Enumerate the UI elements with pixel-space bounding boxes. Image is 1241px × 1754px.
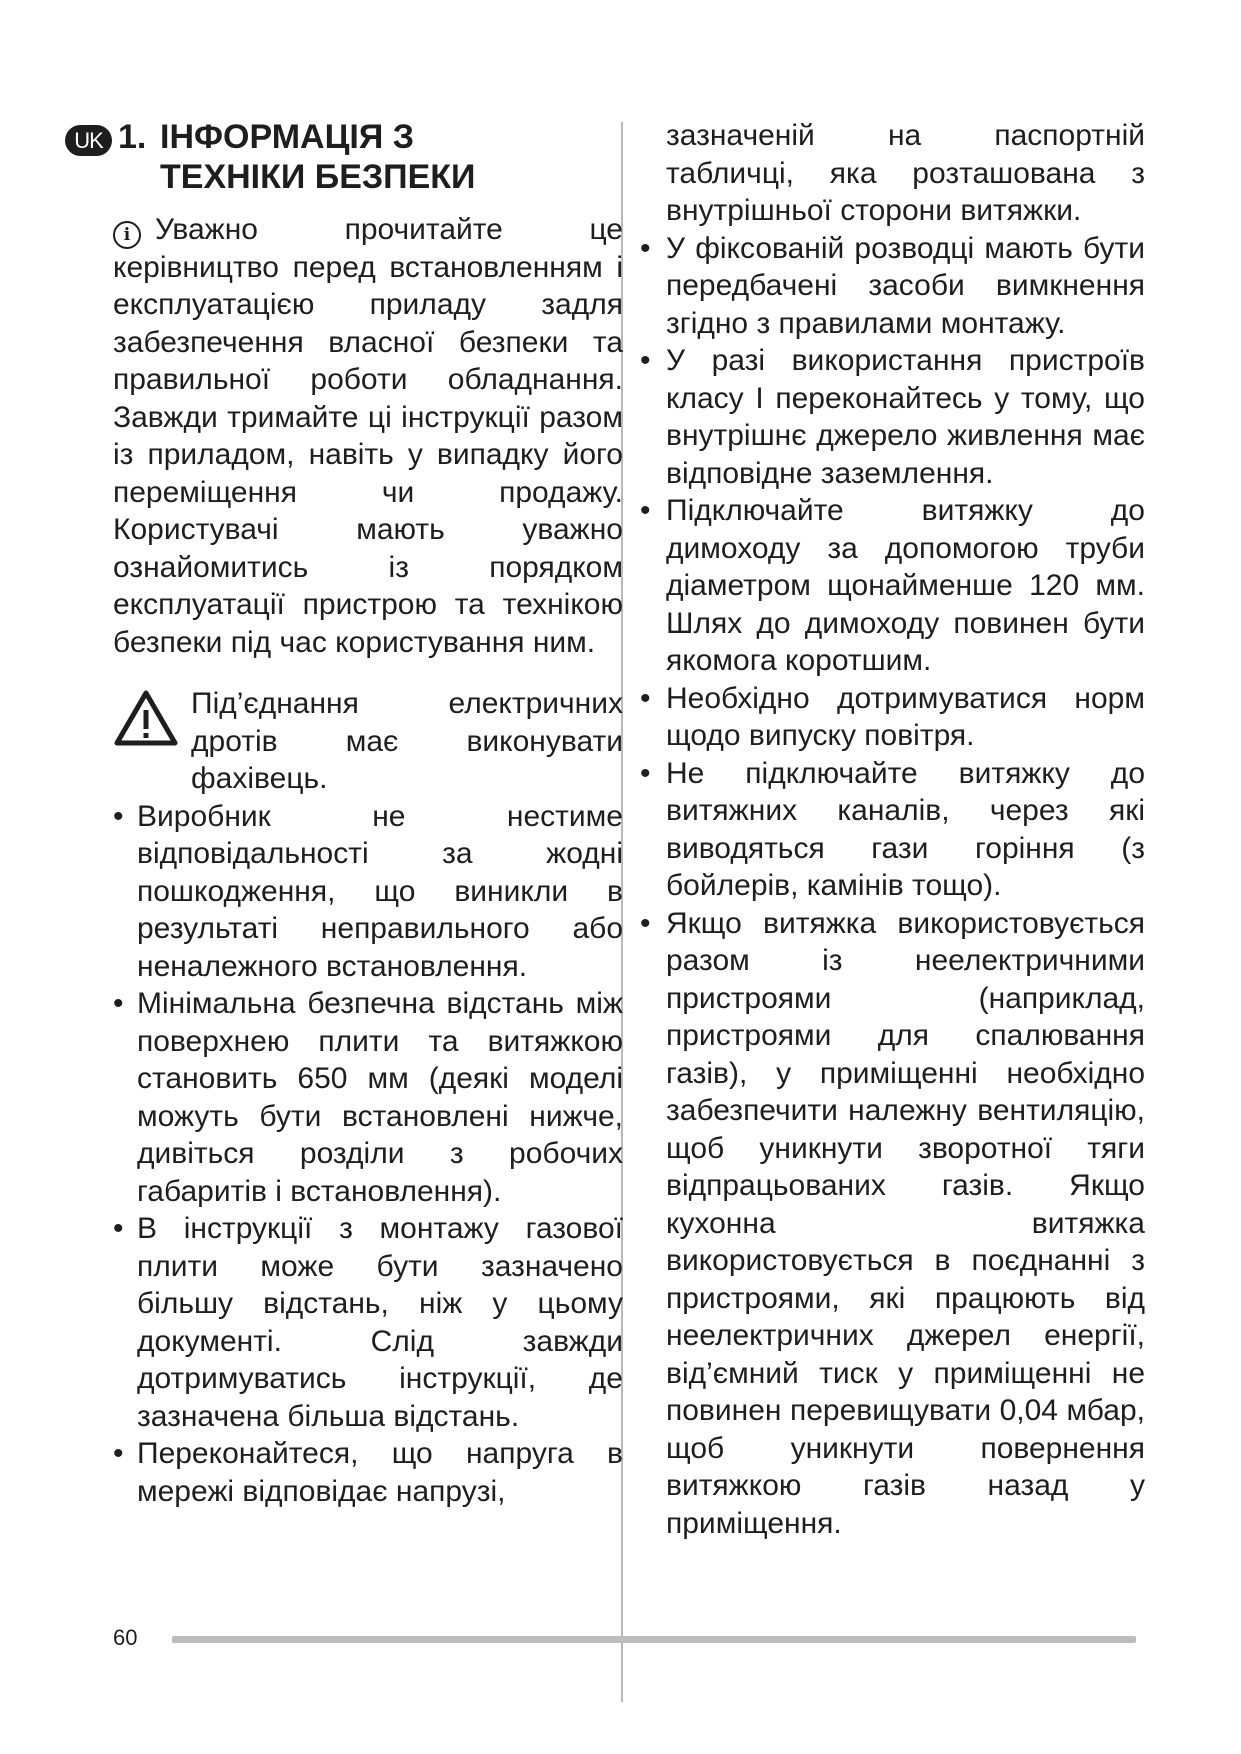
warning-triangle-icon (113, 689, 179, 747)
title-line-1: ІНФОРМАЦІЯ З (160, 118, 415, 156)
language-badge: UK (65, 125, 112, 156)
section-heading (65, 117, 623, 197)
info-icon: i (113, 221, 141, 249)
list-item: • Підключайте витяжку до димоходу за допомогою труби діаметром щонайменше 120 мм. Шлях до димоходу повинен бути якомога коротшим. (640, 492, 1145, 680)
footer-rule (172, 1636, 1136, 1643)
left-bullet-list (113, 798, 623, 1511)
intro-text: Уважно прочитайте це керівництво перед встановленням і експлуатацією приладу задля забезпечення власної безпеки та правильної роботи обладнання. Завжди тримайте ці інструкції разом із приладом, навіть у випадку його переміщення чи продажу. Користувачі мають уважно ознайомитись із порядком експлуатації пристрою та технікою безпеки під час користування ним. (113, 213, 623, 659)
list-item: • Якщо витяжка використовується разом із неелектричними пристроями (наприклад, пристроями для спалювання газів), у приміщенні необхідно забезпечити належну вентиляцію, щоб уникнути зворотної тяги відпрацьованих газів. Якщо кухонна витяжка використовується в поєднанні з пристроями, які працюють від неелектричних джерел енергії, від’ємний тиск у приміщенні не повинен перевищувати 0,04 мбар, щоб уникнути повернення витяжкою газів назад у приміщення. (640, 905, 1145, 1543)
list-item: • Мінімальна безпечна відстань між поверхнею плити та витяжкою становить 650 мм (деякі моделі можуть бути встановлені нижче, дивіться розділи з робочих габаритів і встановлення). (113, 985, 623, 1210)
section-number: 1. (118, 118, 147, 156)
warning-block (113, 685, 623, 798)
title-line-2: ТЕХНІКИ БЕЗПЕКИ (160, 158, 476, 196)
list-item: • Необхідно дотримуватися норм щодо випуску повітря. (640, 680, 1145, 755)
page-number: 60 (113, 1625, 138, 1650)
list-item: • Не підключайте витяжку до витяжних каналів, через які виводяться гази горіння (з бойлерів, камінів тощо). (640, 755, 1145, 905)
right-column (640, 117, 1145, 1542)
section-title (118, 117, 475, 197)
left-column (74, 117, 623, 1510)
list-item: • Переконайтеся, що напруга в мережі відповідає напрузі, (113, 1435, 623, 1510)
continuation-text: зазначеній на паспортній табличці, яка розташована з внутрішньої сторони витяжки. (666, 119, 1145, 227)
right-bullet-list (640, 230, 1145, 1543)
list-item: • У фіксованій розводці мають бути передбачені засоби вимкнення згідно з правилами монтажу. (640, 230, 1145, 343)
list-item: • В інструкції з монтажу газової плити може бути зазначено більшу відстань, ніж у цьому документі. Слід завжди дотримуватись інструкції, де зазначена більша відстань. (113, 1210, 623, 1435)
warning-text: Під’єднання електричних дротів має виконувати фахівець. (191, 687, 623, 795)
list-item: • Виробник не нестиме відповідальності за жодні пошкодження, що виникли в результаті неправильного або неналежного встановлення. (113, 798, 623, 986)
intro-paragraph (113, 211, 623, 661)
list-item: • У разі використання пристроїв класу I переконайтесь у тому, що внутрішнє джерело живлення має відповідне заземлення. (640, 342, 1145, 492)
